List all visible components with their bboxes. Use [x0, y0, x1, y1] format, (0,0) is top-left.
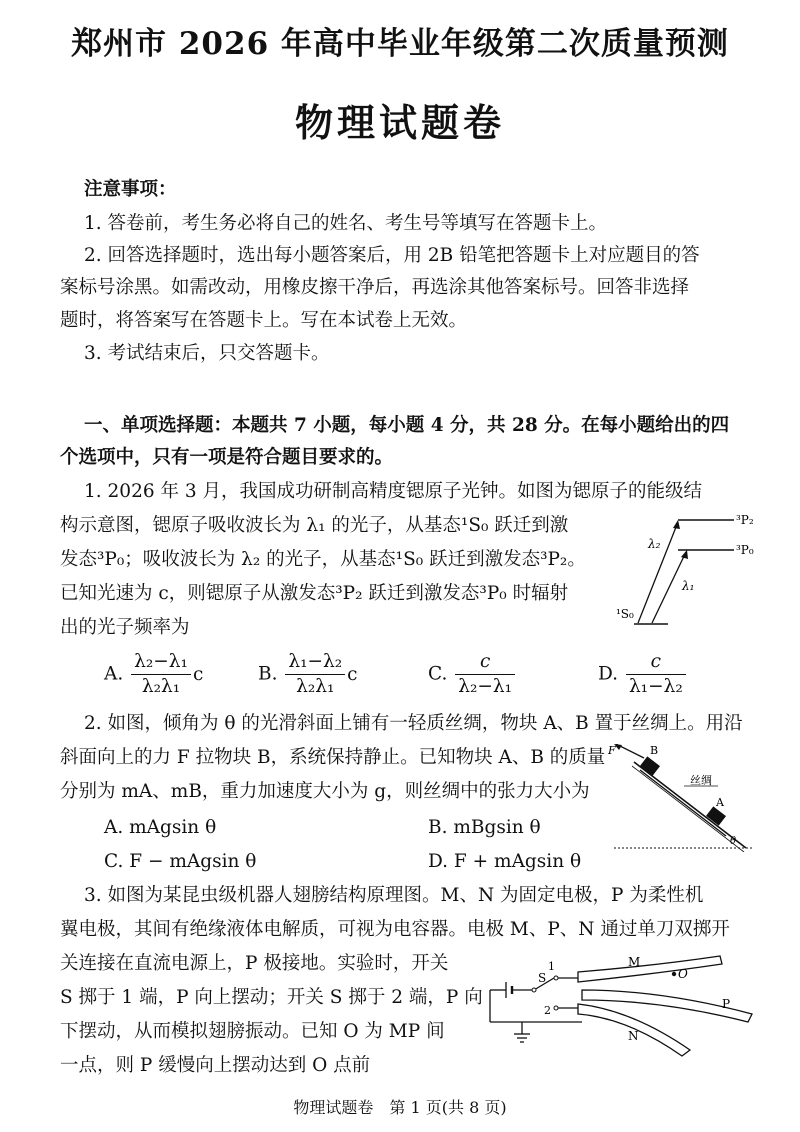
- switch-S-label: S: [538, 971, 547, 985]
- level-3P0-label: ³P₀: [736, 543, 754, 557]
- q2-incline-diagram: [606, 744, 756, 852]
- notice-item-3: 3. 考试结束后，只交答题卡。: [84, 343, 330, 364]
- q1-option-c[interactable]: C. $\frac{c}{\text{λ₂−λ₁}}$: [428, 650, 517, 699]
- q3-line-5: 下摆动，从而模拟翅膀振动。已知 O 为 MP 间: [60, 1021, 445, 1042]
- q3-wing-circuit-diagram: [482, 948, 762, 1060]
- page-footer: 物理试题卷 第 1 页(共 8 页): [293, 1098, 507, 1117]
- exam-title: 郑州市 2026 年高中毕业年级第二次质量预测: [71, 26, 729, 62]
- subject-title: 物理试题卷: [294, 100, 505, 145]
- notice-heading: 注意事项：: [84, 179, 177, 200]
- q1-line-2: 构示意图，锶原子吸收波长为 λ₁ 的光子，从基态¹S₀ 跃迁到激: [60, 515, 569, 536]
- q1-option-b[interactable]: B. $\frac{\text{λ₁−λ₂}}{\text{λ₂λ₁}}$ c: [258, 651, 358, 697]
- q2-line-3: 分别为 mA、mB，重力加速度大小为 g，则丝绸中的张力大小为: [60, 781, 590, 802]
- q1-energy-level-diagram: [612, 506, 772, 636]
- q2-option-c[interactable]: C. F − mAgsin θ: [104, 851, 257, 872]
- terminal-1-label: 1: [548, 960, 555, 973]
- q2-line-1: 2. 如图，倾角为 θ 的光滑斜面上铺有一轻质丝绸，物块 A、B 置于丝绸上。用沿: [84, 713, 743, 734]
- electrode-P-label: P: [722, 997, 731, 1011]
- q1-line-1: 1. 2026 年 3 月，我国成功研制高精度锶原子光钟。如图为锶原子的能级结: [84, 481, 703, 502]
- notice-item-2-line-1: 2. 回答选择题时，选出每小题答案后，用 2B 铅笔把答题卡上对应题目的答: [84, 245, 700, 266]
- q3-line-3: 关连接在直流电源上，P 极接地。实验时，开关: [60, 953, 449, 974]
- section-1-heading-line-2: 个选项中，只有一项是符合题目要求的。: [60, 447, 394, 468]
- lambda1-label: λ₁: [682, 579, 695, 593]
- angle-theta-label: θ: [730, 836, 737, 847]
- lambda2-label: λ₂: [648, 537, 661, 551]
- q3-line-6: 一点，则 P 缓慢向上摆动达到 O 点前: [60, 1055, 371, 1076]
- q3-line-1: 3. 如图为某昆虫级机器人翅膀结构原理图。M、N 为固定电极，P 为柔性机: [84, 885, 704, 906]
- silk-label: 丝绸: [690, 774, 712, 787]
- block-B-label: B: [650, 744, 659, 757]
- level-3P2-label: ³P₂: [736, 513, 754, 527]
- electrode-M-label: M: [628, 955, 641, 969]
- notice-item-2-line-3: 题时，将答案写在答题卡上。写在本试卷上无效。: [60, 310, 468, 331]
- terminal-2-label: 2: [544, 1004, 551, 1017]
- q1-option-a[interactable]: A. $\frac{\text{λ₂−λ₁}}{\text{λ₂λ₁}}$ c: [104, 651, 204, 697]
- force-F-label: F: [608, 744, 616, 757]
- electrode-N-label: N: [628, 1029, 639, 1043]
- section-1-heading-line-1: 一、单项选择题：本题共 7 小题，每小题 4 分，共 28 分。在每小题给出的四: [84, 415, 730, 436]
- q1-line-4: 已知光速为 c，则锶原子从激发态³P₂ 跃迁到激发态³P₀ 时辐射: [60, 583, 569, 604]
- point-O-label: O: [678, 967, 688, 981]
- q3-line-4: S 掷于 1 端，P 向上摆动；开关 S 掷于 2 端，P 向: [60, 987, 483, 1008]
- q3-line-2: 翼电极，其间有绝缘液体电解质，可视为电容器。电极 M、P、N 通过单刀双掷开: [60, 919, 730, 940]
- q2-option-a[interactable]: A. mAgsin θ: [104, 817, 217, 838]
- notice-item-1: 1. 答卷前，考生务必将自己的姓名、考生号等填写在答题卡上。: [84, 213, 608, 234]
- q1-option-d[interactable]: D. $\frac{c}{\text{λ₁−λ₂}}$: [598, 650, 688, 699]
- level-1S0-label: ¹S₀: [616, 607, 634, 621]
- notice-item-2-line-2: 案标号涂黑。如需改动，用橡皮擦干净后，再选涂其他答案标号。回答非选择: [60, 277, 690, 298]
- q2-option-d[interactable]: D. F + mAgsin θ: [428, 851, 582, 872]
- q2-option-b[interactable]: B. mBgsin θ: [428, 817, 541, 838]
- q1-line-3: 发态³P₀；吸收波长为 λ₂ 的光子，从基态¹S₀ 跃迁到激发态³P₂。: [60, 549, 586, 570]
- q1-line-5: 出的光子频率为: [60, 617, 190, 638]
- q2-line-2: 斜面向上的力 F 拉物块 B，系统保持静止。已知物块 A、B 的质量: [60, 747, 606, 768]
- block-A-label: A: [716, 796, 724, 809]
